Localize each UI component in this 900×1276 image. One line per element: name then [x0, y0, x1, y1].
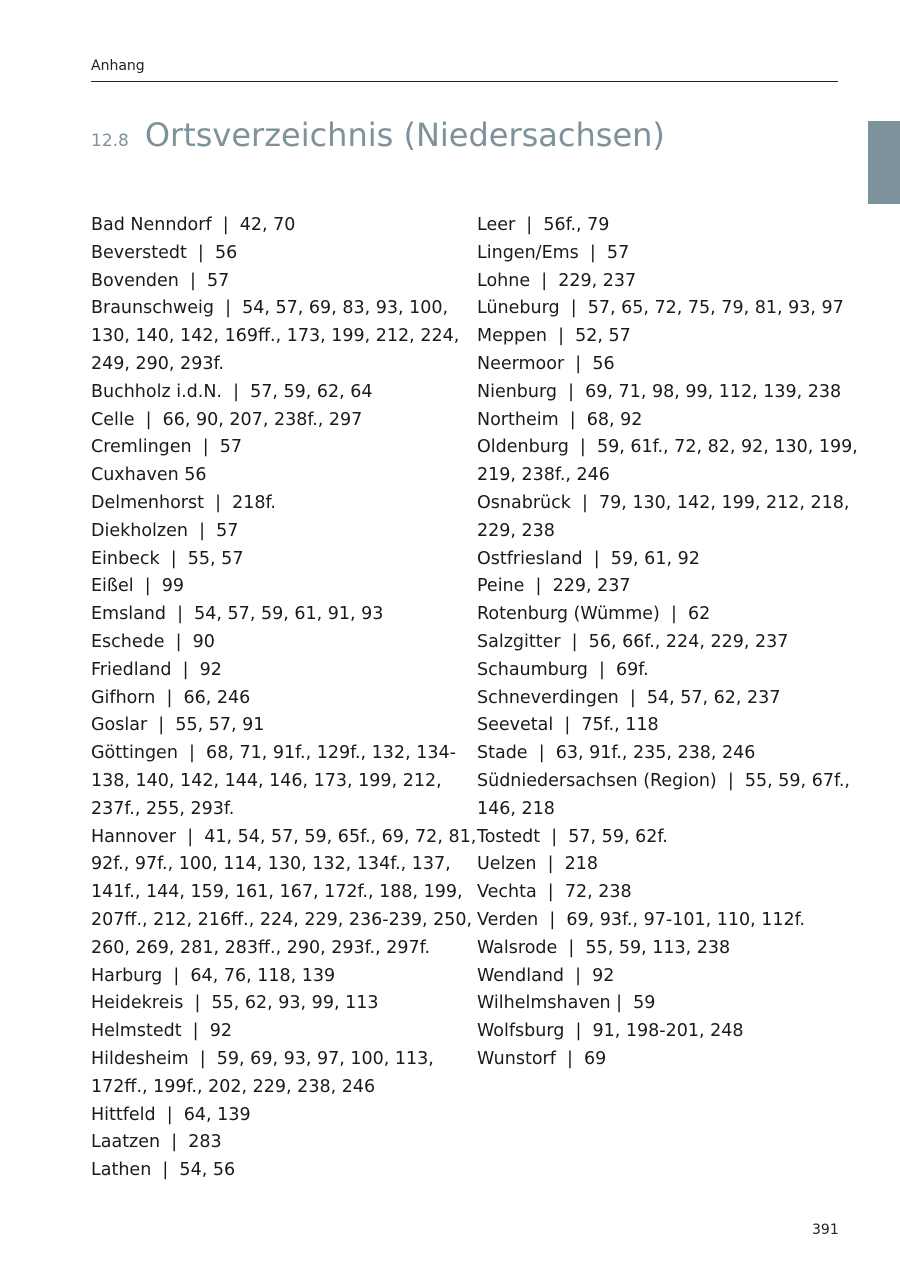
- index-entry-line: Beverstedt | 56: [91, 242, 238, 263]
- index-entry-line: Oldenburg | 59, 61f., 72, 82, 92, 130, 199,: [477, 437, 858, 458]
- index-entry-line: 229, 238: [477, 520, 555, 541]
- index-entry-line: Harburg | 64, 76, 118, 139: [91, 965, 336, 986]
- index-entry-line: Emsland | 54, 57, 59, 61, 91, 93: [91, 604, 384, 625]
- header-divider: [91, 81, 838, 82]
- index-column-left: [91, 212, 477, 1185]
- index-entry-line: Rotenburg (Wümme) | 62: [477, 604, 711, 625]
- index-entry-line: Bovenden | 57: [91, 270, 230, 291]
- index-entry-line: Einbeck | 55, 57: [91, 548, 244, 569]
- index-entry-line: Neermoor | 56: [477, 353, 615, 374]
- index-entry-line: Gifhorn | 66, 246: [91, 687, 251, 708]
- index-entry-line: Leer | 56f., 79: [477, 215, 610, 235]
- index-entry-line: 141f., 144, 159, 161, 167, 172f., 188, 199,: [91, 882, 463, 903]
- index-entry-line: Delmenhorst | 218f.: [91, 492, 276, 513]
- index-entry-line: Schaumburg | 69f.: [477, 659, 649, 680]
- index-entry-line: Seevetal | 75f., 118: [477, 715, 659, 736]
- index-entry-line: 172ff., 199f., 202, 229, 238, 246: [91, 1076, 376, 1097]
- index-entry-line: 260, 269, 281, 283ff., 290, 293f., 297f.: [91, 937, 431, 958]
- index-entry-line: Ostfriesland | 59, 61, 92: [477, 548, 700, 569]
- index-entry-line: Salzgitter | 56, 66f., 224, 229, 237: [477, 631, 789, 652]
- index-entry-line: 207ff., 212, 216ff., 224, 229, 236-239, 250,: [91, 909, 473, 930]
- index-entry-line: Hittfeld | 64, 139: [91, 1104, 251, 1125]
- index-entry-line: Schneverdingen | 54, 57, 62, 237: [477, 687, 781, 708]
- index-entry-line: Lüneburg | 57, 65, 72, 75, 79, 81, 93, 97: [477, 298, 844, 319]
- page-number: 391: [812, 1222, 839, 1238]
- index-entry-line: Bad Nenndorf | 42, 70: [91, 215, 296, 235]
- index-column-right: [477, 212, 858, 1074]
- index-entry-line: Helmstedt | 92: [91, 1021, 232, 1042]
- index-entry-line: Eißel | 99: [91, 576, 184, 597]
- index-entry-line: Friedland | 92: [91, 659, 222, 680]
- index-entry-line: Südniedersachsen (Region) | 55, 59, 67f.,: [477, 770, 850, 791]
- chapter-number: 12.8: [91, 131, 129, 151]
- index-entry-line: Cuxhaven 56: [91, 465, 207, 486]
- index-entry-line: Wunstorf | 69: [477, 1048, 607, 1069]
- index-entry-line: 146, 218: [477, 798, 555, 819]
- index-entry-line: Stade | 63, 91f., 235, 238, 246: [477, 743, 756, 764]
- index-entry-line: Nienburg | 69, 71, 98, 99, 112, 139, 238: [477, 381, 842, 402]
- index-entry-line: Tostedt | 57, 59, 62f.: [477, 826, 668, 847]
- index-entry-line: Celle | 66, 90, 207, 238f., 297: [91, 409, 363, 430]
- index-entry-line: Göttingen | 68, 71, 91f., 129f., 132, 134-: [91, 743, 456, 764]
- index-entry-line: Buchholz i.d.N. | 57, 59, 62, 64: [91, 381, 373, 402]
- index-entry-line: 219, 238f., 246: [477, 465, 610, 486]
- index-entry-line: Lathen | 54, 56: [91, 1160, 236, 1181]
- chapter-title: Ortsverzeichnis (Niedersachsen): [144, 116, 665, 154]
- index-entry-line: 249, 290, 293f.: [91, 353, 224, 374]
- index-entry-line: Heidekreis | 55, 62, 93, 99, 113: [91, 993, 379, 1014]
- index-entry-line: Lingen/Ems | 57: [477, 242, 630, 263]
- index-entry-line: Goslar | 55, 57, 91: [91, 715, 265, 736]
- index-entry-line: Cremlingen | 57: [91, 437, 243, 458]
- index-entry-line: Walsrode | 55, 59, 113, 238: [477, 937, 731, 958]
- index-entry-line: Lohne | 229, 237: [477, 270, 637, 291]
- index-entry-line: Laatzen | 283: [91, 1132, 222, 1153]
- index-entry-line: 130, 140, 142, 169ff., 173, 199, 212, 224,: [91, 326, 460, 347]
- index-entry-line: Wendland | 92: [477, 965, 615, 986]
- index-entry-line: Hannover | 41, 54, 57, 59, 65f., 69, 72, 81,: [91, 826, 477, 847]
- index-entry-line: Wolfsburg | 91, 198-201, 248: [477, 1021, 744, 1042]
- index-entry-line: Braunschweig | 54, 57, 69, 83, 93, 100,: [91, 298, 449, 319]
- index-entry-line: Uelzen | 218: [477, 854, 599, 875]
- chapter-thumb-tab: [868, 121, 900, 204]
- index-entry-line: Osnabrück | 79, 130, 142, 199, 212, 218,: [477, 492, 850, 513]
- index-entry-line: Verden | 69, 93f., 97-101, 110, 112f.: [477, 909, 806, 930]
- index-entry-line: 237f., 255, 293f.: [91, 798, 235, 819]
- index-entry-line: Diekholzen | 57: [91, 520, 239, 541]
- chapter-heading: [91, 116, 665, 154]
- index-entry-line: Northeim | 68, 92: [477, 409, 643, 430]
- index-entry-line: Vechta | 72, 238: [477, 882, 632, 903]
- index-entry-line: Peine | 229, 237: [477, 576, 631, 597]
- index-entry-line: 92f., 97f., 100, 114, 130, 132, 134f., 137,: [91, 854, 451, 875]
- index-entry-line: Hildesheim | 59, 69, 93, 97, 100, 113,: [91, 1048, 434, 1069]
- running-head: Anhang: [91, 58, 145, 74]
- index-entry-line: 138, 140, 142, 144, 146, 173, 199, 212,: [91, 770, 442, 791]
- index-entry-line: Eschede | 90: [91, 631, 215, 652]
- index-entry-line: Wilhelmshaven | 59: [477, 993, 656, 1014]
- index-entry-line: Meppen | 52, 57: [477, 326, 631, 347]
